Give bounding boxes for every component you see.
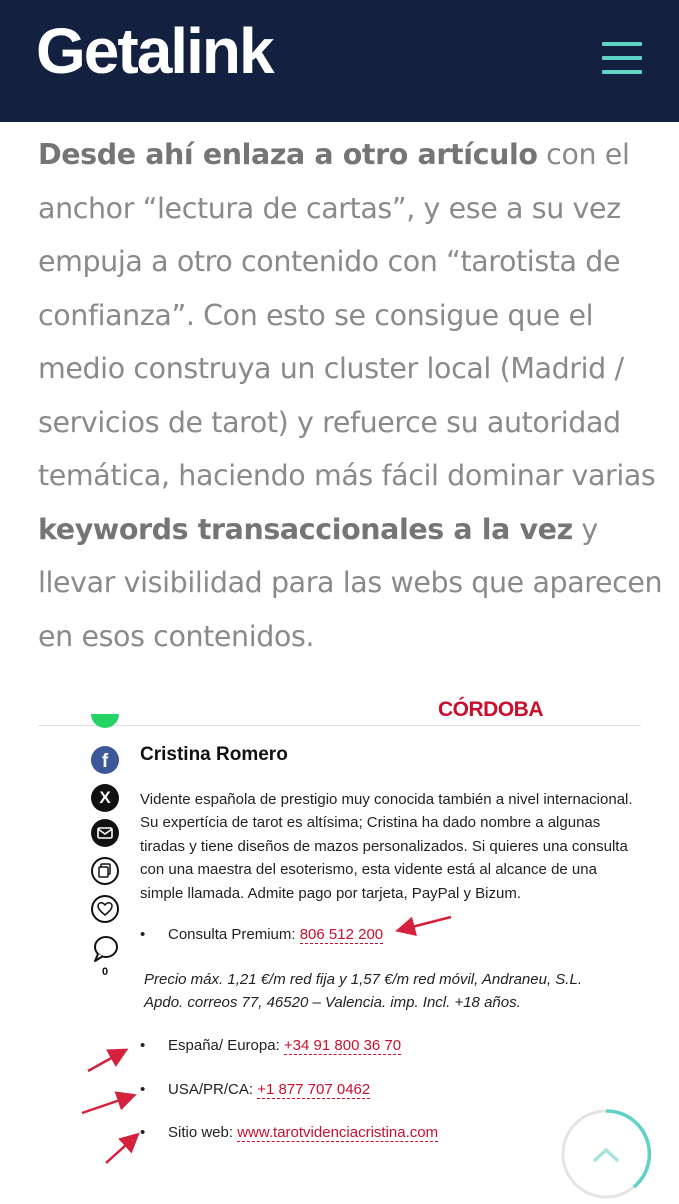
- cordoba-logo: CÓRDOBA: [438, 698, 543, 721]
- comment-count: 0: [102, 966, 109, 978]
- spain-bullet: • España/ Europa: +34 91 800 36 70: [140, 1037, 402, 1054]
- hamburger-menu-icon[interactable]: [602, 40, 642, 76]
- arrow-spain: [88, 1051, 124, 1071]
- arrow-usa: [82, 1096, 132, 1113]
- person-name: Cristina Romero: [140, 744, 288, 765]
- facebook-icon: f: [91, 746, 119, 774]
- web-bullet: • Sitio web: www.tarotvidenciacristina.com: [140, 1124, 439, 1141]
- price-note: Precio máx. 1,21 €/m red fija y 1,57 €/m red móvil, Andraneu, S.L. Apdo. correos 77, 46520 – Valencia. imp. Incl. +18 años.: [144, 971, 582, 1012]
- usa-phone-link[interactable]: +1 877 707 0462: [257, 1081, 371, 1098]
- site-header: [0, 0, 679, 122]
- arrow-web: [106, 1136, 136, 1163]
- scroll-to-top-button[interactable]: [560, 1108, 652, 1200]
- arrow-premium: [400, 917, 451, 930]
- getalink-logo[interactable]: Getalink: [36, 15, 273, 87]
- bio-text: Vidente española de prestigio muy conocida también a nivel internacional. Su expertícia de tarot es altísima; Cristina ha dado nombre a algunas tiradas y tiene diseños de mazos personalizados. Si quieres una consulta con una maestra del esoterismo, esta vidente está al alcance de una simple llamada. Admite pago por tarjeta, PayPal y Bizum.: [140, 791, 633, 902]
- article-paragraph: [38, 128, 663, 663]
- spain-phone-link[interactable]: +34 91 800 36 70: [283, 1037, 402, 1054]
- article-bold-1: Desde ahí enlaza a otro artículo: [38, 138, 538, 171]
- article-text-1: con el anchor “lectura de cartas”, y ese a su vez empuja a otro contenido con “tarotista de confianza”. Con esto se consigue que el medio construya un cluster local (Madrid / servicios de tarot) y refuerce su autoridad temática, haciendo más fácil dominar varias: [38, 138, 656, 492]
- premium-bullet: • Consulta Premium: 806 512 200: [140, 926, 384, 943]
- embedded-screenshot: [38, 690, 641, 1200]
- chevron-up-icon: [560, 1108, 652, 1200]
- article-bold-2: keywords transaccionales a la vez: [38, 512, 573, 546]
- premium-phone-link[interactable]: 806 512 200: [299, 926, 384, 943]
- usa-bullet: • USA/PR/CA: +1 877 707 0462: [140, 1081, 371, 1098]
- x-icon: X: [91, 784, 119, 812]
- annotation-arrows: [38, 690, 641, 1200]
- website-link[interactable]: www.tarotvidenciacristina.com: [237, 1124, 439, 1141]
- article-text-2: y llevar visibilidad para las webs que aparecen en esos contenidos.: [38, 512, 663, 653]
